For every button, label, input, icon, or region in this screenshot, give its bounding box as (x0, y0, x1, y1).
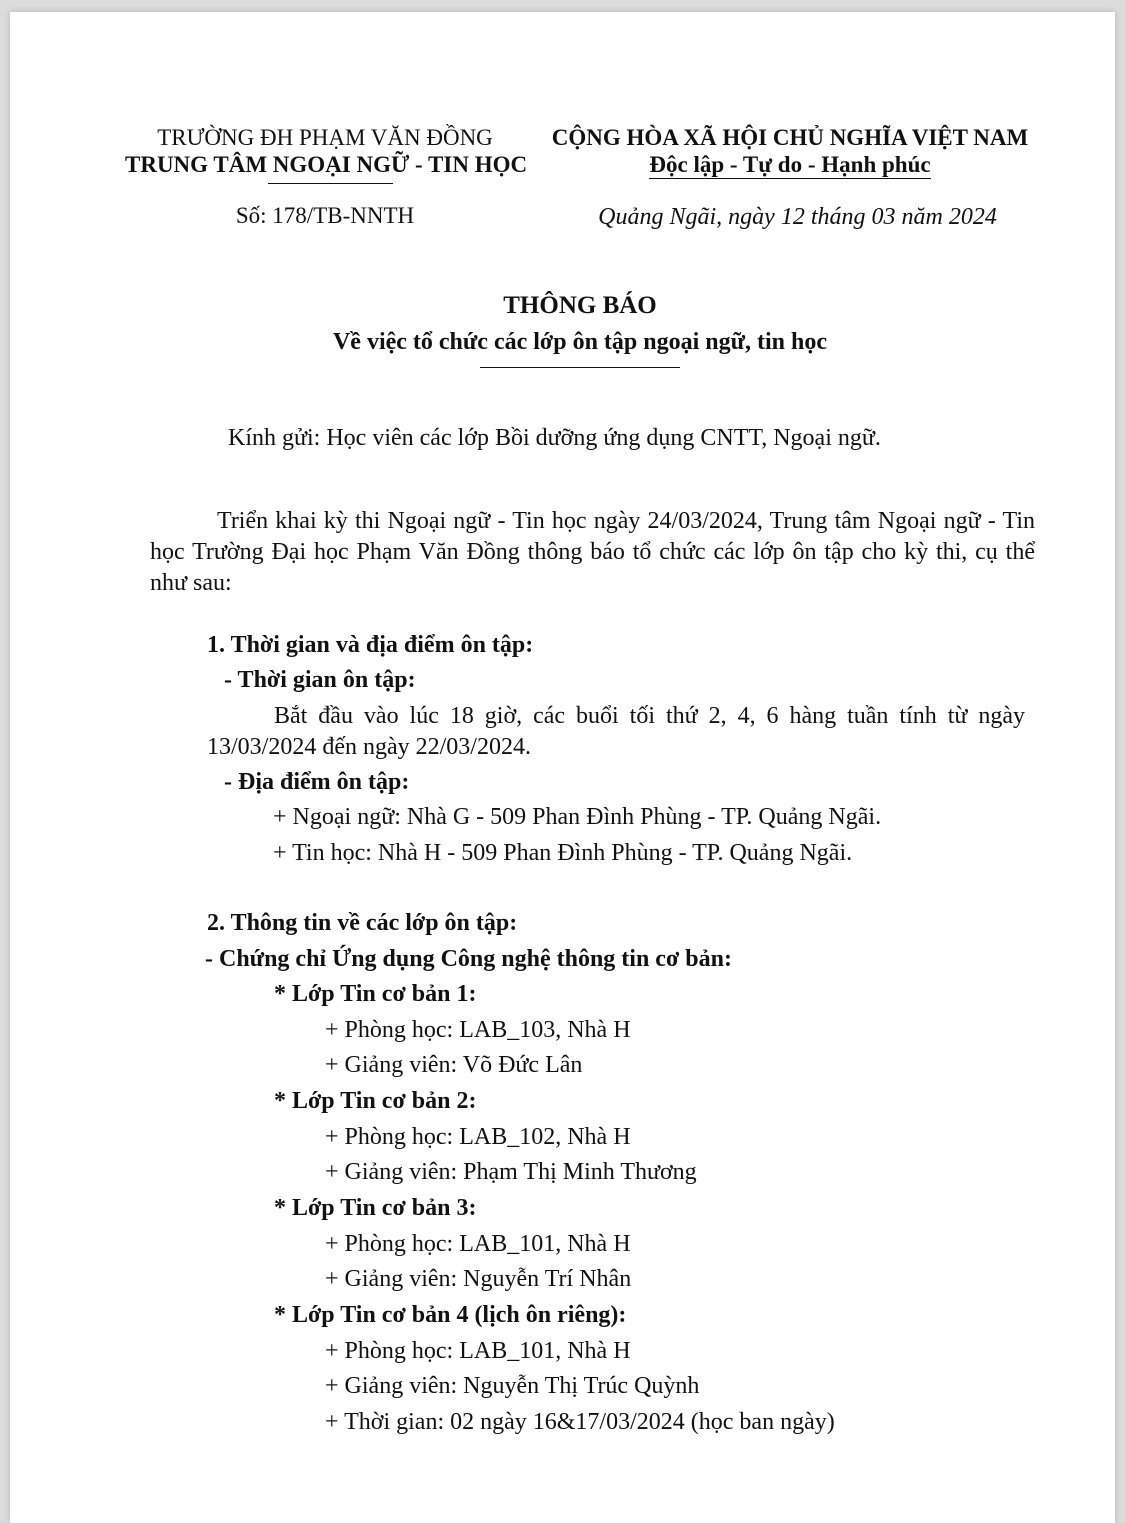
class-2-name: * Lớp Tin cơ bản 2: (274, 1088, 477, 1114)
header-left-line2: TRUNG TÂM NGOẠI NGỮ - TIN HỌC (125, 152, 528, 177)
class-4-room: + Phòng học: LAB_101, Nhà H (325, 1338, 631, 1364)
cert-heading: - Chứng chỉ Ứng dụng Công nghệ thông tin cơ bản: (205, 946, 732, 972)
document-page (10, 12, 1115, 1523)
document-subtitle: Về việc tổ chức các lớp ôn tập ngoại ngữ, tin học (332, 329, 828, 355)
document-number: Số: 178/TB-NNTH (235, 203, 415, 228)
intro-paragraph: Triển khai kỳ thi Ngoại ngữ - Tin học ngày 24/03/2024, Trung tâm Ngoại ngữ - Tin học Trường Đại học Phạm Văn Đồng thông báo tổ chức các lớp ôn tập cho kỳ thi, cụ thể như sau: (150, 508, 1035, 596)
class-2-room: + Phòng học: LAB_102, Nhà H (325, 1124, 631, 1150)
place-it: + Tin học: Nhà H - 509 Phan Đình Phùng - TP. Quảng Ngãi. (273, 840, 853, 866)
class-2-teacher: + Giảng viên: Phạm Thị Minh Thương (325, 1159, 697, 1185)
class-3-teacher: + Giảng viên: Nguyễn Trí Nhân (325, 1266, 632, 1292)
header-left-line1: TRƯỜNG ĐH PHẠM VĂN ĐỒNG (157, 125, 493, 150)
class-1-name: * Lớp Tin cơ bản 1: (274, 981, 477, 1007)
class-1-teacher: + Giảng viên: Võ Đức Lân (325, 1052, 583, 1078)
section2-heading: 2. Thông tin về các lớp ôn tập: (207, 910, 518, 936)
title-underline (480, 367, 680, 368)
time-heading: - Thời gian ôn tập: (224, 667, 416, 693)
header-left-underline (268, 183, 393, 184)
class-4-name: * Lớp Tin cơ bản 4 (lịch ôn riêng): (274, 1302, 627, 1328)
section1-heading: 1. Thời gian và địa điểm ôn tập: (207, 632, 534, 658)
class-4-teacher: + Giảng viên: Nguyễn Thị Trúc Quỳnh (325, 1373, 700, 1399)
header-right-line2 (535, 151, 1045, 179)
class-4-schedule: + Thời gian: 02 ngày 16&17/03/2024 (học ban ngày) (325, 1409, 835, 1435)
place-heading: - Địa điểm ôn tập: (224, 769, 410, 795)
motto: Độc lập - Tự do - Hạnh phúc (649, 152, 931, 177)
class-3-room: + Phòng học: LAB_101, Nhà H (325, 1231, 631, 1257)
document-title: THÔNG BÁO (503, 292, 657, 319)
recipient-line: Kính gửi: Học viên các lớp Bồi dưỡng ứng dụng CNTT, Ngoại ngữ. (228, 425, 881, 451)
place-language: + Ngoại ngữ: Nhà G - 509 Phan Đình Phùng - TP. Quảng Ngãi. (273, 804, 882, 830)
header-right-line1: CỘNG HÒA XÃ HỘI CHỦ NGHĨA VIỆT NAM (551, 125, 1029, 150)
place-date: Quảng Ngãi, ngày 12 tháng 03 năm 2024 (598, 204, 997, 230)
class-3-name: * Lớp Tin cơ bản 3: (274, 1195, 477, 1221)
class-1-room: + Phòng học: LAB_103, Nhà H (325, 1017, 631, 1043)
time-text: Bắt đầu vào lúc 18 giờ, các buổi tối thứ 2, 4, 6 hàng tuần tính từ ngày 13/03/2024 đến ngày 22/03/2024. (207, 703, 1025, 760)
